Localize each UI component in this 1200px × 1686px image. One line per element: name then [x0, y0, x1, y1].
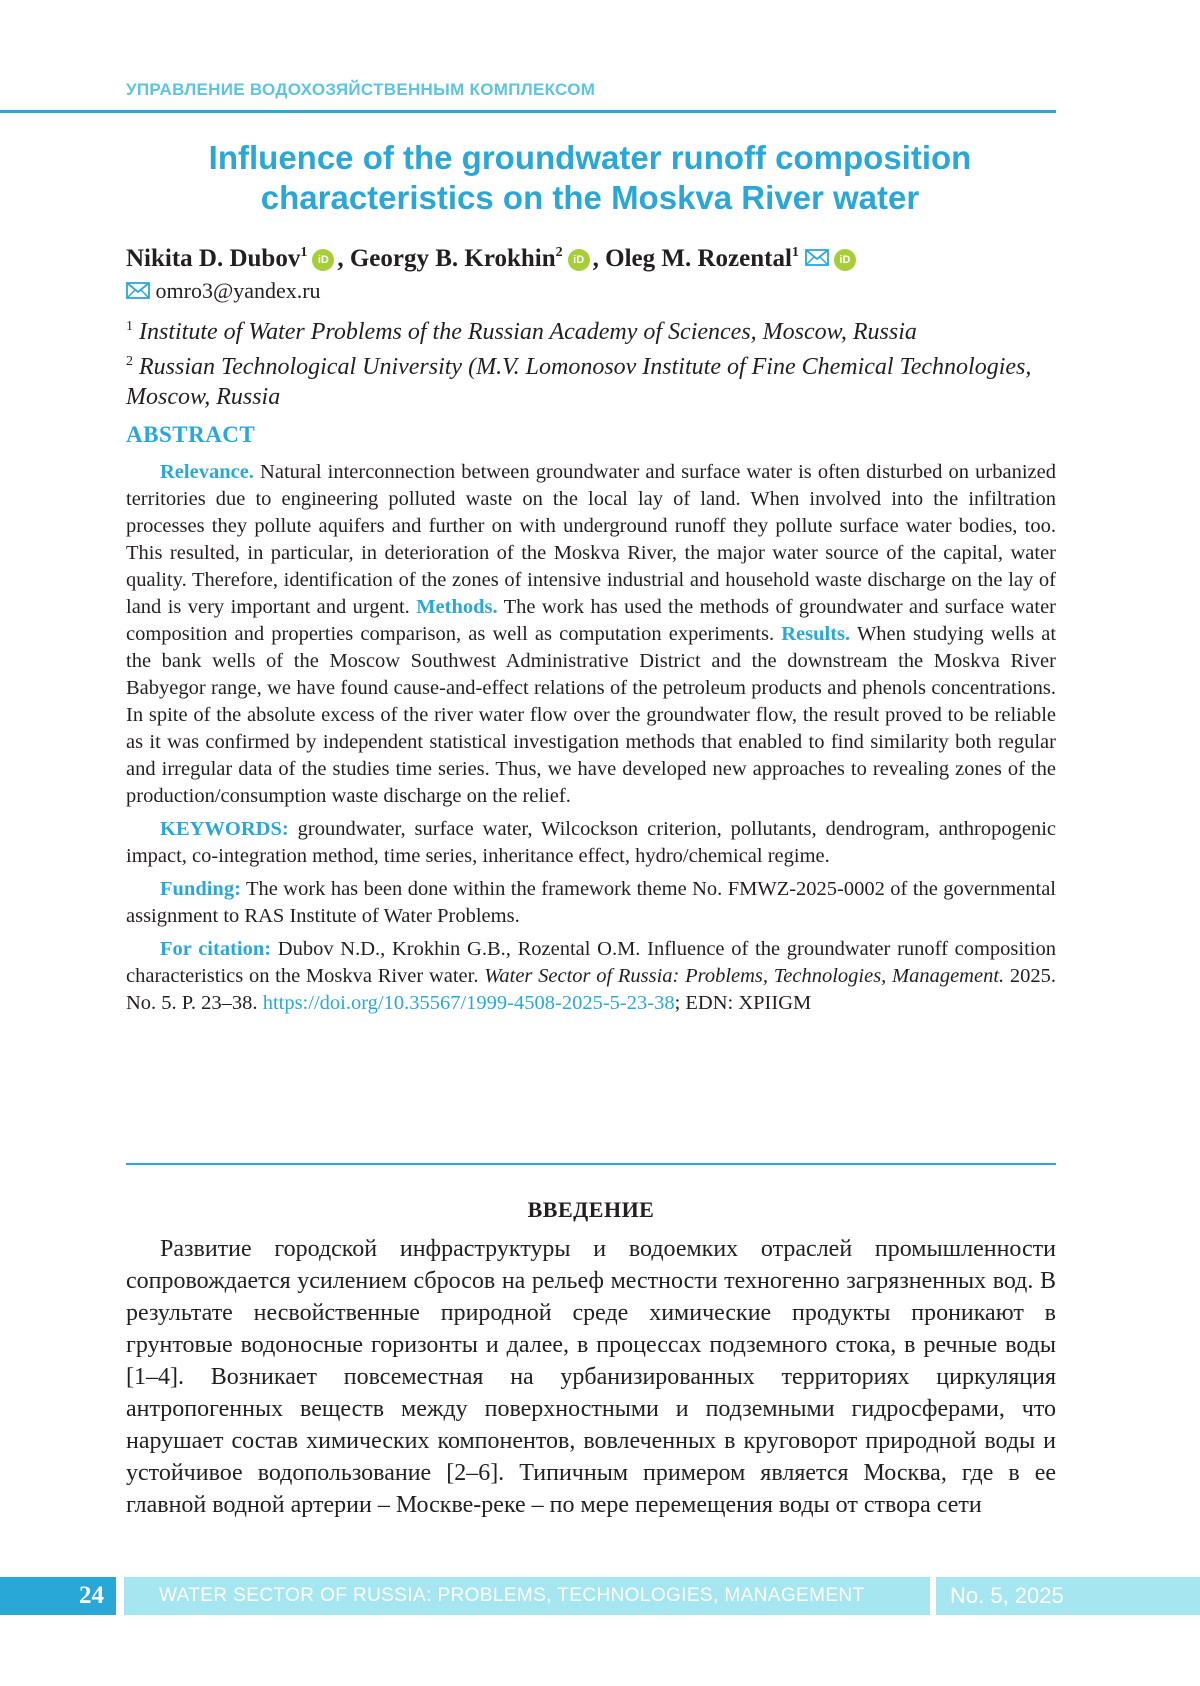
author-list — [126, 238, 1056, 274]
orcid-icon[interactable]: iD — [834, 249, 856, 271]
page-number: 24 — [0, 1577, 116, 1615]
keywords-paragraph: KEYWORDS: groundwater, surface water, Wilcockson criterion, pollutants, dendrogram, anthropogenic impact, co-integration method, time series, inheritance effect, hydro/chemical regime. — [126, 818, 1056, 867]
envelope-icon — [126, 278, 150, 303]
citation-label: For citation: — [160, 938, 272, 960]
author-name: Nikita D. Dubov — [126, 245, 301, 272]
abstract-body — [126, 459, 1056, 1023]
author-separator: , — [592, 245, 606, 272]
abstract-paragraph: Relevance. Natural interconnection between groundwater and surface water is often disturbed on urbanized territories due to engineering polluted waste on the local lay of land. When involved into the infiltration processes they pollute aquifers and further on with underground runoff they pollute surface water bodies, too. This resulted, in particular, in deterioration of the Moskva River, the major water source of the capital, water quality. Therefore, identification of the zones of intensive industrial and household waste discharge on the lay of land is very important and urgent. Methods. The work has used the methods of groundwater and surface water composition and properties comparison, as well as computation experiments. Results. When studying wells at the bank wells of the Moscow Southwest Administrative District and the downstream the Moskva River Babyegor range, we have found cause-and-effect relations of the petroleum products and phenols concentrations. In spite of the absolute excess of the river water flow over the groundwater flow, the result proved to be reliable as it was confirmed by independent statistical investigation methods that enabled to find similarity both regular and irregular data of the studies time series. Thus, we have developed new approaches to revealing zones of the production/consumption waste discharge on the relief. — [126, 461, 1057, 807]
results-label: Results. — [781, 623, 851, 645]
affiliations — [126, 312, 1056, 412]
header-rule — [0, 110, 1056, 113]
citation-journal: Water Sector of Russia: Problems, Technologies, Management. — [484, 965, 1005, 987]
article-title — [126, 138, 1054, 218]
affiliation-item: $^1$ Institute of Water Problems of the Russian Academy of Sciences, Moscow, Russia — [126, 319, 917, 345]
email-address[interactable]: omro3@yandex.ru — [155, 278, 321, 303]
methods-label: Methods. — [416, 596, 498, 618]
intro-paragraph: Развитие городской инфраструктуры и водоемких отраслей промышленности сопровождается усилением сбросов на рельеф местности техногенно загрязненных вод. В результате несвойственные природной среде химические продукты проникают в грунтовые водоносные горизонты и далее, в процессах подземного стока, в речные воды [1–4]. Возникает повсеместная на урбанизированных территориях циркуляция антропогенных веществ между поверхностными и подземными гидросферами, что нарушает состав химических компонентов, вовлеченных в круговорот природной воды и устойчивое водопользование [2–6]. Типичным примером является Москва, где в ее главной водной артерии – Москве-реке – по мере перемещения воды от створа сети — [126, 1236, 1056, 1518]
author-name: Oleg M. Rozental — [605, 245, 792, 272]
author-affiliation-sup: 1 — [791, 245, 799, 260]
author-name: Georgy B. Krokhin — [349, 245, 556, 272]
orcid-icon[interactable]: iD — [312, 249, 334, 271]
section-label: УПРАВЛЕНИЕ ВОДОХОЗЯЙСТВЕННЫМ КОМПЛЕКСОМ — [126, 80, 596, 99]
relevance-label: Relevance. — [160, 461, 254, 483]
affiliation-item: $^2$ Russian Technological University (M.V. Lomonosov Institute of Fine Chemical Technologies, Moscow, Russia — [126, 354, 1032, 410]
abstract-heading: ABSTRACT — [126, 422, 256, 447]
funding-label: Funding: — [160, 878, 241, 900]
title-line-1: Influence of the groundwater runoff composition — [208, 139, 972, 176]
footer-journal-name: WATER SECTOR OF RUSSIA: PROBLEMS, TECHNOLOGIES, MANAGEMENT — [124, 1577, 930, 1615]
envelope-icon[interactable] — [805, 244, 829, 274]
author-separator: , — [337, 245, 350, 272]
orcid-icon[interactable]: iD — [568, 249, 590, 271]
keywords-label: KEYWORDS: — [160, 818, 289, 840]
author-affiliation-sup: 2 — [555, 245, 563, 260]
section-divider — [126, 1163, 1056, 1165]
corresponding-email — [126, 277, 321, 305]
title-line-2: characteristics on the Moskva River water — [260, 179, 920, 216]
author-affiliation-sup: 1 — [300, 245, 308, 260]
intro-heading: ВВЕДЕНИЕ — [527, 1197, 655, 1222]
doi-link[interactable]: https://doi.org/10.35567/1999-4508-2025-5-23-38 — [262, 992, 675, 1014]
footer-issue: No. 5, 2025 — [936, 1577, 1200, 1615]
citation-paragraph: For citation: Dubov N.D., Krokhin G.B., Rozental O.M. Influence of the groundwater runoff composition characteristics on the Moskva River water. Water Sector of Russia: Problems, Technologies, Management. 2025. No. 5. P. 23–38. https://doi.org/10.35567/1999-4508-2025-5-23-38; EDN: XPIIGM — [126, 938, 1056, 1014]
funding-paragraph: Funding: The work has been done within the framework theme No. FMWZ-2025-0002 of the governmental assignment to RAS Institute of Water Problems. — [126, 878, 1056, 927]
